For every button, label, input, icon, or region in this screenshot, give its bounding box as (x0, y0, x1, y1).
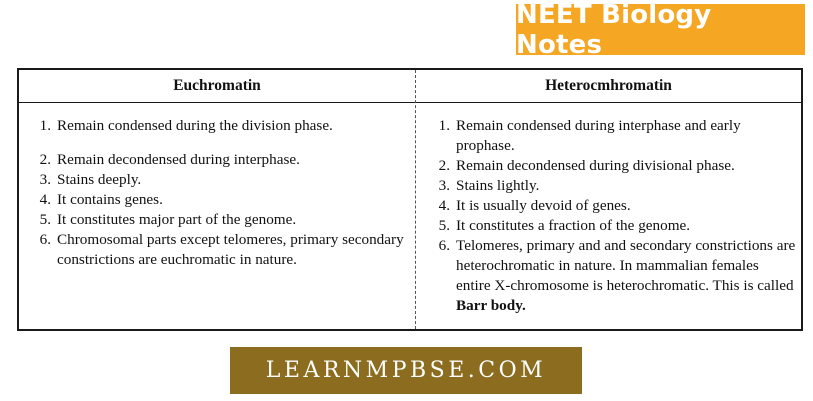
item-text: Remain decondensed during interphase. (57, 151, 300, 168)
list-item (426, 216, 796, 236)
item-number: 3. (438, 177, 450, 194)
neet-biology-notes-badge: NEET Biology Notes (516, 4, 805, 55)
list-item (27, 150, 407, 170)
header-heterochromatin: Heterocmhromatin (545, 77, 672, 94)
comparison-table (17, 68, 803, 331)
list-item (27, 116, 407, 136)
item-number: 6. (39, 231, 51, 248)
list-item (426, 196, 796, 216)
list-item (27, 230, 407, 270)
table-header-row (19, 70, 801, 103)
list-item (426, 116, 796, 156)
item-text: It contains genes. (57, 191, 163, 208)
list-item (27, 170, 407, 190)
item-text: Stains lightly. (456, 177, 540, 194)
item-text: It constitutes a fraction of the genome. (456, 217, 691, 234)
euchromatin-column (27, 116, 407, 270)
list-item (426, 236, 796, 316)
item-number: 1. (39, 117, 51, 134)
header-euchromatin: Euchromatin (173, 77, 261, 94)
item-text: It is usually devoid of genes. (456, 197, 631, 214)
list-item (27, 190, 407, 210)
item-text: Remain decondensed during divisional phase. (456, 157, 735, 174)
item-number: 3. (39, 171, 51, 188)
column-divider (415, 70, 416, 329)
item-number: 2. (438, 157, 450, 174)
list-item (426, 176, 796, 196)
item-text: Remain condensed during the division phase. (57, 117, 333, 134)
list-item (27, 210, 407, 230)
item-text: Stains deeply. (57, 171, 142, 188)
item-text (456, 236, 796, 316)
item-number: 5. (438, 217, 450, 234)
item-number: 2. (39, 151, 51, 168)
item-number: 5. (39, 211, 51, 228)
item-number: 4. (438, 197, 450, 214)
item-number: 4. (39, 191, 51, 208)
learnmpbse-footer-banner: LEARNMPBSE.COM (230, 347, 582, 394)
item-text: Chromosomal parts except telomeres, primary secondary constrictions are euchromatic in nature. (57, 231, 404, 268)
barr-body-term: Barr body. (456, 297, 526, 314)
heterochromatin-column (426, 116, 796, 316)
item-text-body: Telomeres, primary and and secondary constrictions are heterochromatic in nature. In mammalian females entire X-chromosome is heterochromatic. This is called (456, 237, 796, 294)
item-number: 1. (438, 117, 450, 134)
item-text: It constitutes major part of the genome. (57, 211, 297, 228)
item-number: 6. (438, 237, 450, 254)
item-text: Remain condensed during interphase and early prophase. (456, 117, 741, 154)
list-item (426, 156, 796, 176)
